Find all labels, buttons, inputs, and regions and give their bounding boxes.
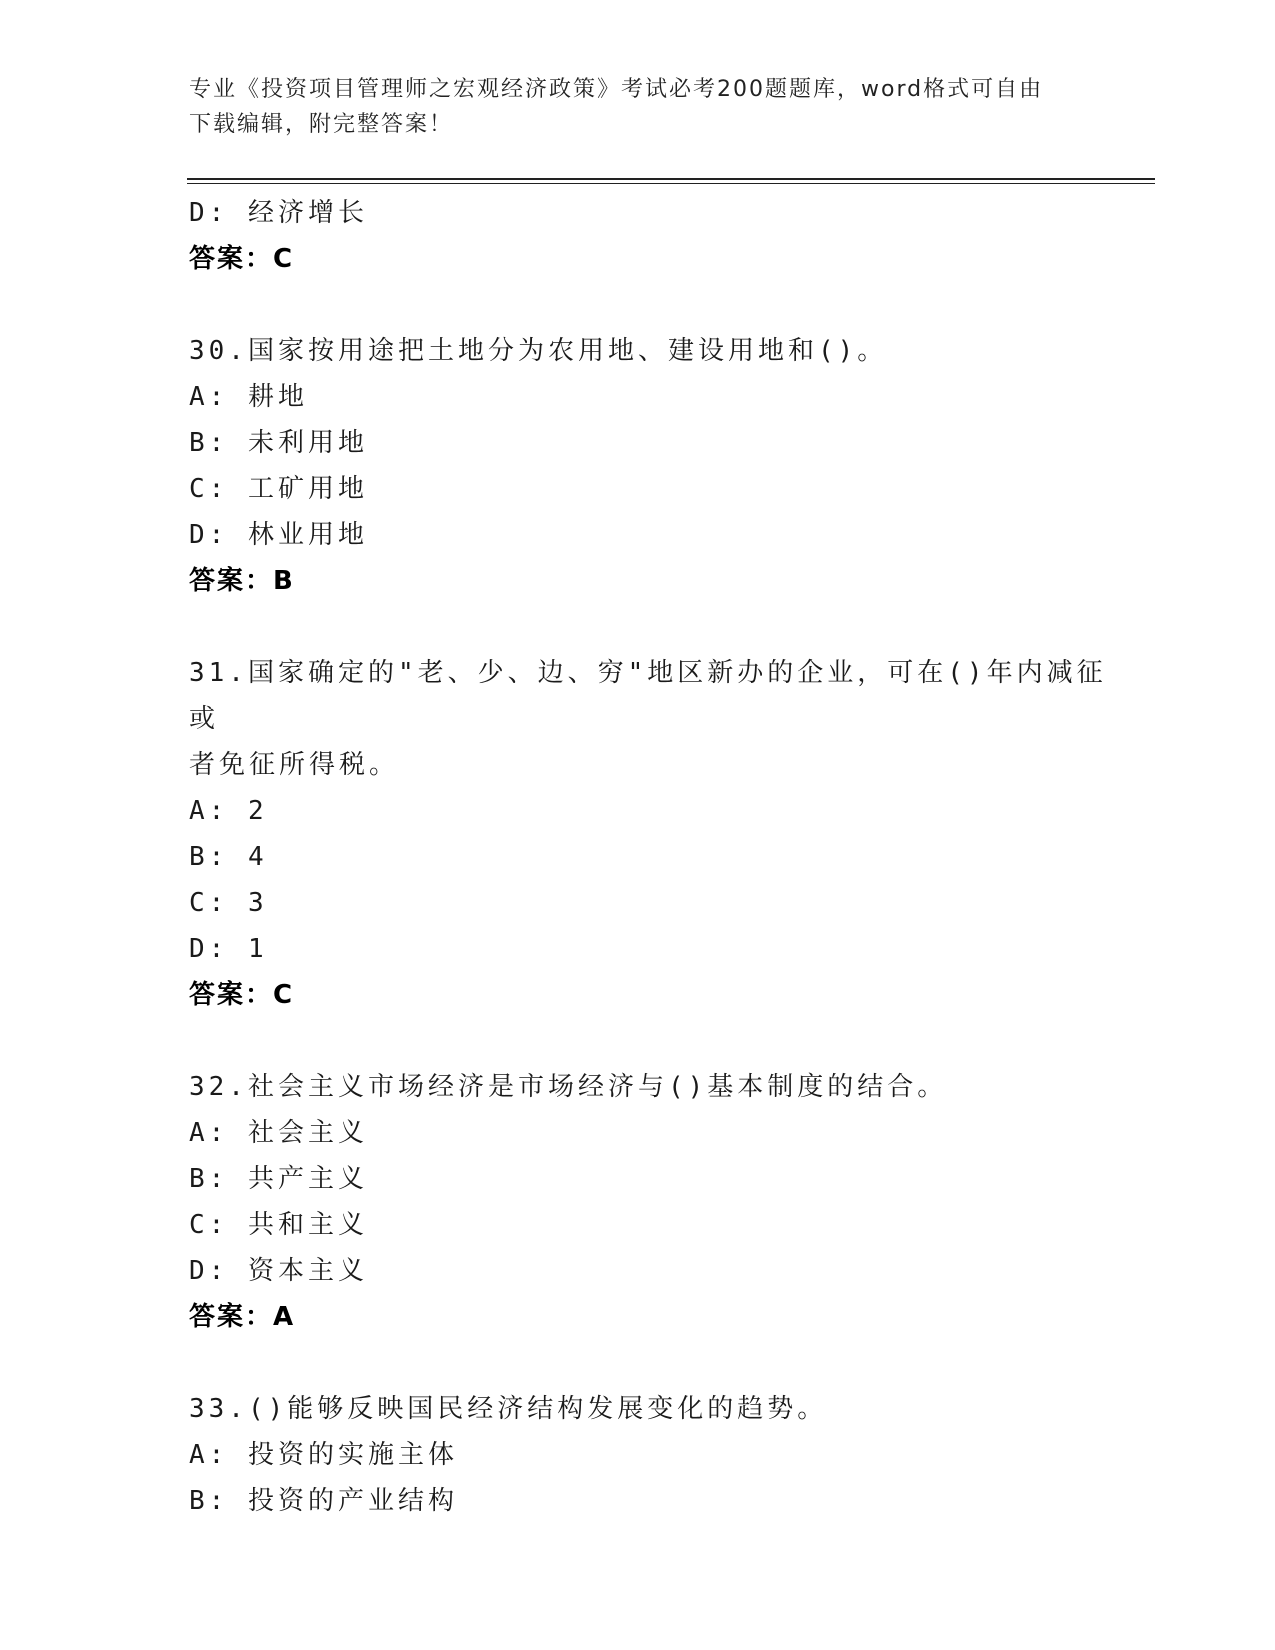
option-b: B: 4: [189, 842, 268, 872]
spacer: [189, 282, 1129, 328]
option-d: D: 1: [189, 934, 268, 964]
question-32: [189, 1064, 1129, 1340]
answer: 答案：B: [189, 566, 295, 596]
spacer: [189, 1018, 1129, 1064]
question-30: [189, 328, 1129, 604]
option-d: D: 经济增长: [189, 198, 368, 228]
option-b: B: 未利用地: [189, 428, 368, 458]
question-31: [189, 650, 1129, 1018]
question-text: 30.国家按用途把土地分为农用地、建设用地和()。: [189, 336, 888, 366]
question-33: [189, 1386, 1129, 1524]
option-a: A: 耕地: [189, 382, 308, 412]
question-text: 32.社会主义市场经济是市场经济与()基本制度的结合。: [189, 1072, 948, 1102]
question-list: [189, 190, 1129, 1524]
header-line-1: 专业《投资项目管理师之宏观经济政策》考试必考200题题库，word格式可自由: [189, 77, 1044, 102]
option-d: D: 林业用地: [189, 520, 368, 550]
option-a: A: 2: [189, 796, 268, 826]
previous-question-tail: [189, 190, 1129, 282]
option-b: B: 共产主义: [189, 1164, 368, 1194]
document-header: [189, 72, 1089, 142]
option-c: C: 3: [189, 888, 268, 918]
answer: 答案：C: [189, 980, 295, 1010]
option-c: C: 共和主义: [189, 1210, 368, 1240]
question-text-line-1: 31.国家确定的"老、少、边、穷"地区新办的企业，可在()年内减征或: [189, 658, 1107, 734]
option-d: D: 资本主义: [189, 1256, 368, 1286]
option-a: A: 社会主义: [189, 1118, 368, 1148]
option-c: C: 工矿用地: [189, 474, 368, 504]
question-text-line-2: 者免征所得税。: [189, 750, 400, 780]
header-line-2: 下载编辑，附完整答案！: [189, 112, 454, 137]
question-text: 33.()能够反映国民经济结构发展变化的趋势。: [189, 1394, 828, 1424]
option-b: B: 投资的产业结构: [189, 1486, 458, 1516]
answer: 答案：C: [189, 244, 295, 274]
option-a: A: 投资的实施主体: [189, 1440, 458, 1470]
spacer: [189, 1340, 1129, 1386]
spacer: [189, 604, 1129, 650]
answer: 答案：A: [189, 1302, 296, 1332]
header-rule-thin: [187, 183, 1155, 184]
header-rule-thick: [187, 178, 1155, 180]
